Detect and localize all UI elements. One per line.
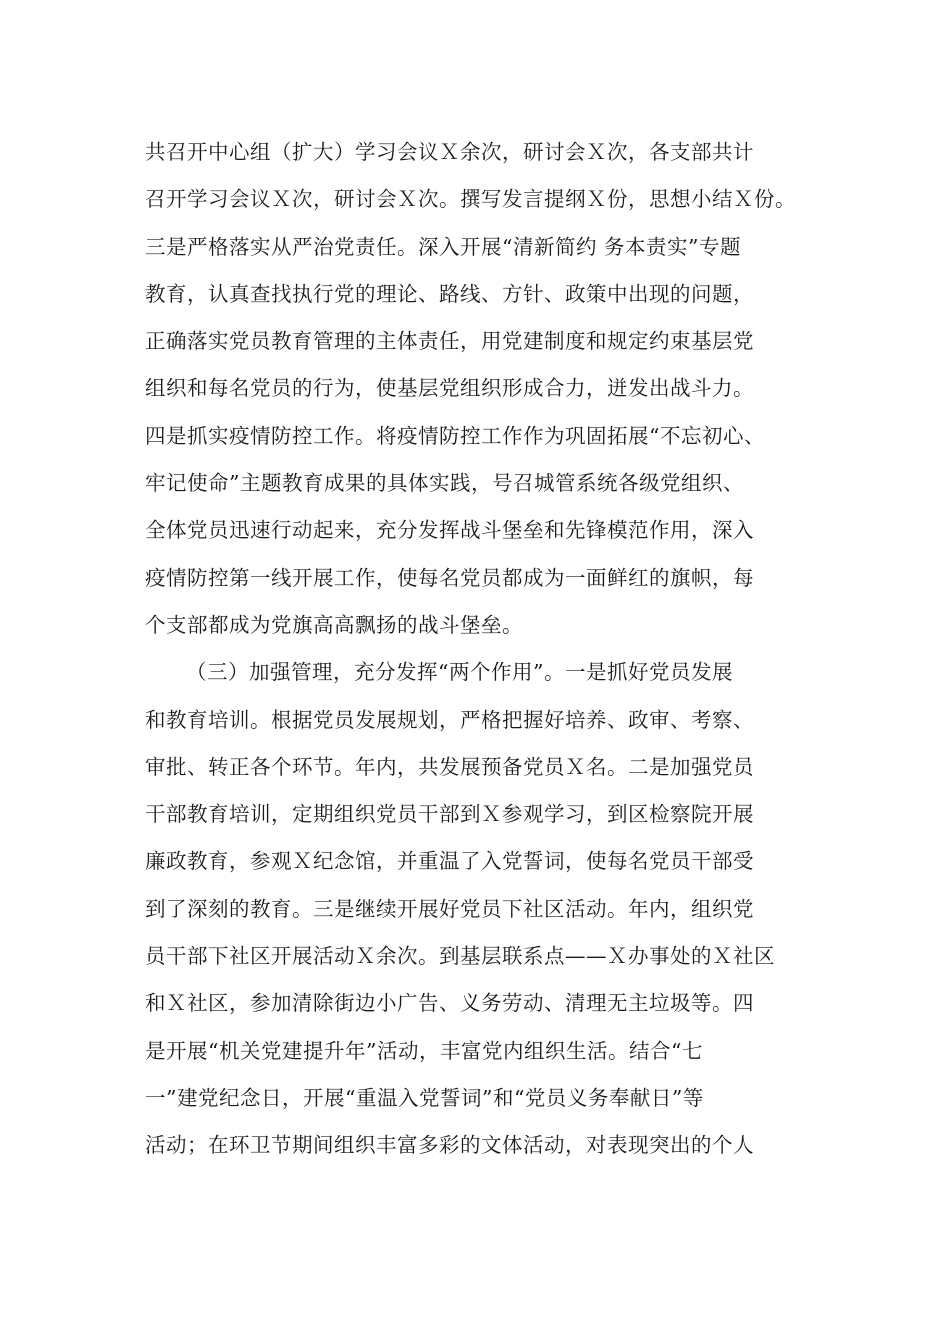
- text-line: 到了深刻的教育。三是继续开展好党员下社区活动。年内，组织党: [145, 896, 754, 921]
- text-line: 三是严格落实从严治党责任。深入开展“清新简约 务本责实”专题: [145, 234, 741, 259]
- text-line: 个支部都成为党旗高高飘扬的战斗堡垒。: [145, 612, 523, 637]
- text-line: （三）加强管理，充分发挥“两个作用”。一是抓好党员发展: [186, 660, 733, 685]
- text-line: 活动；在环卫节期间组织丰富多彩的文体活动，对表现突出的个人: [145, 1133, 754, 1158]
- text-line: 组织和每名党员的行为，使基层党组织形成合力，迸发出战斗力。: [145, 376, 754, 401]
- text-line: 全体党员迅速行动起来，充分发挥战斗堡垒和先锋模范作用，深入: [145, 518, 754, 543]
- text-line: 和教育培训。根据党员发展规划，严格把握好培养、政审、考察、: [145, 707, 754, 732]
- text-line: 教育，认真查找执行党的理论、路线、方针、政策中出现的问题，: [145, 281, 754, 306]
- text-line: 召开学习会议Ｘ次，研讨会Ｘ次。撰写发言提纲Ｘ份，思想小结Ｘ份。: [145, 187, 796, 212]
- body-text: [145, 129, 825, 1170]
- text-line: 和Ｘ社区，参加清除街边小广告、义务劳动、清理无主垃圾等。四: [145, 991, 754, 1016]
- text-line: 廉政教育，参观Ｘ纪念馆，并重温了入党誓词，使每名党员干部受: [145, 849, 754, 874]
- text-line: 是开展“机关党建提升年”活动，丰富党内组织生活。结合“七: [145, 1038, 703, 1063]
- text-line: 员干部下社区开展活动Ｘ余次。到基层联系点——Ｘ办事处的Ｘ社区: [145, 944, 775, 969]
- text-line: 审批、转正各个环节。年内，共发展预备党员Ｘ名。二是加强党员: [145, 754, 754, 779]
- text-line: 疫情防控第一线开展工作，使每名党员都成为一面鲜红的旗帜，每: [145, 565, 754, 590]
- text-line: 牢记使命”主题教育成果的具体实践，号召城管系统各级党组织、: [145, 471, 744, 496]
- text-line: 四是抓实疫情防控工作。将疫情防控工作作为巩固拓展“不忘初心、: [145, 423, 765, 448]
- text-line: 一”建党纪念日，开展“重温入党誓词”和“党员义务奉献日”等: [145, 1085, 704, 1110]
- text-line: 正确落实党员教育管理的主体责任，用党建制度和规定约束基层党: [145, 329, 754, 354]
- text-line: 共召开中心组（扩大）学习会议Ｘ余次，研讨会Ｘ次，各支部共计: [145, 140, 754, 164]
- text-line: 干部教育培训，定期组织党员干部到Ｘ参观学习，到区检察院开展: [145, 802, 754, 827]
